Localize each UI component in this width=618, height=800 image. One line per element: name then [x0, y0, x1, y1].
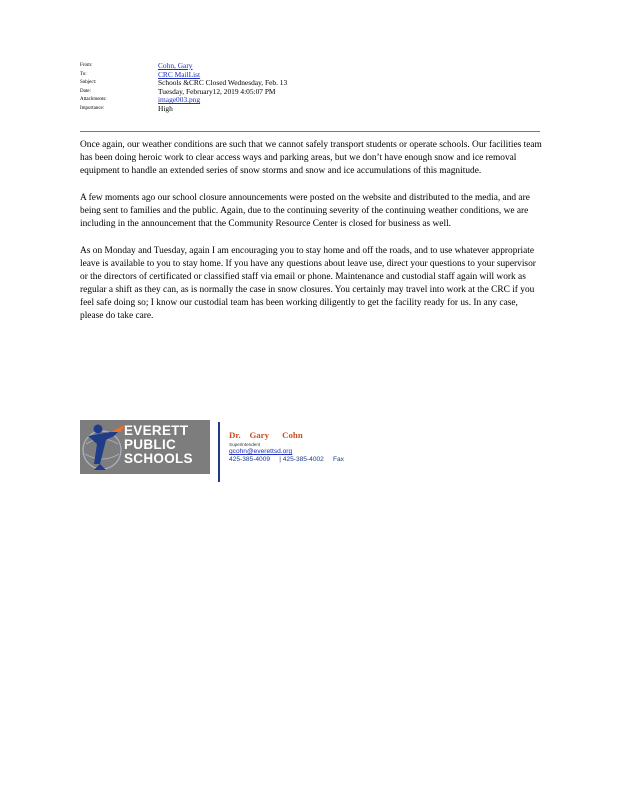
importance-row: [80, 105, 550, 114]
date-label: Date:: [80, 88, 91, 94]
header-divider: [80, 131, 540, 132]
signature-title: Superintendent: [229, 442, 261, 447]
logo-line: EVERETT: [124, 423, 189, 438]
body-paragraph: A few moments ago our school closure announcements were posted on the website and distributed to the media, and are being sent to families and the public. Again, due to the continuing severity of the continuing weather conditions, we are including in the announcement that the Community Resource Center is closed for business as well.: [80, 193, 530, 229]
signature-email-link[interactable]: gcohn@everettsd.org: [229, 448, 293, 455]
email-header: [80, 62, 550, 114]
email-body: [80, 139, 542, 337]
attachments-label: Attachments:: [80, 97, 107, 103]
subject-value: Schools &CRC Closed Wednesday, Feb. 13: [158, 78, 288, 88]
body-paragraph: As on Monday and Tuesday, again I am encouraging you to stay home and off the roads, and to use whatever appropriate leave is available to you to stay home. If you have any questions about leave use, direct your questions to your supervisor or the directors of certificated or classified staff via email or phone. Maintenance and custodial staff again will work as regular a shift as they can, as is normally the case in snow closures. You certainly may travel into work at the CRC if you feel safe doing so; I know our custodial team has been working diligently to get the facility ready for us. In any case, please do take care.: [80, 246, 536, 321]
signature-info: [229, 430, 344, 464]
signature-divider: [218, 422, 220, 482]
logo-line: PUBLIC: [124, 437, 177, 452]
importance-label: Importance:: [80, 105, 105, 111]
email-signature: [80, 420, 380, 482]
to-row: [80, 71, 550, 80]
subject-label: Subject:: [80, 80, 97, 86]
logo-line: SCHOOLS: [124, 451, 193, 466]
attachment-link[interactable]: image003.png: [158, 95, 201, 105]
date-row: [80, 88, 550, 97]
from-label: From:: [80, 63, 93, 68]
to-link[interactable]: CRC MailList: [158, 69, 201, 79]
signature-phone: 425-385-4009 | 425-385-4002 Fax: [229, 456, 344, 463]
attachments-row: [80, 96, 550, 105]
body-paragraph: Once again, our weather conditions are such that we cannot safely transport students or operate schools. Our facilities team has been doing heroic work to clear access ways and parking areas, but we don’t have enough snow and ice removal equipment to handle an extended series of snow storms and snow and ice accumulations of this magnitude.: [80, 140, 542, 176]
signature-name: Dr. Gary Cohn: [229, 430, 303, 440]
importance-value: High: [158, 103, 173, 113]
everett-public-schools-logo: [80, 420, 210, 474]
to-label: To:: [80, 71, 87, 77]
from-row: [80, 62, 550, 71]
from-link[interactable]: Cohn, Gary: [158, 61, 193, 70]
logo-text: [124, 424, 210, 466]
date-value: Tuesday, February12, 2019 4:05:07 PM: [158, 86, 276, 96]
subject-row: [80, 79, 550, 88]
